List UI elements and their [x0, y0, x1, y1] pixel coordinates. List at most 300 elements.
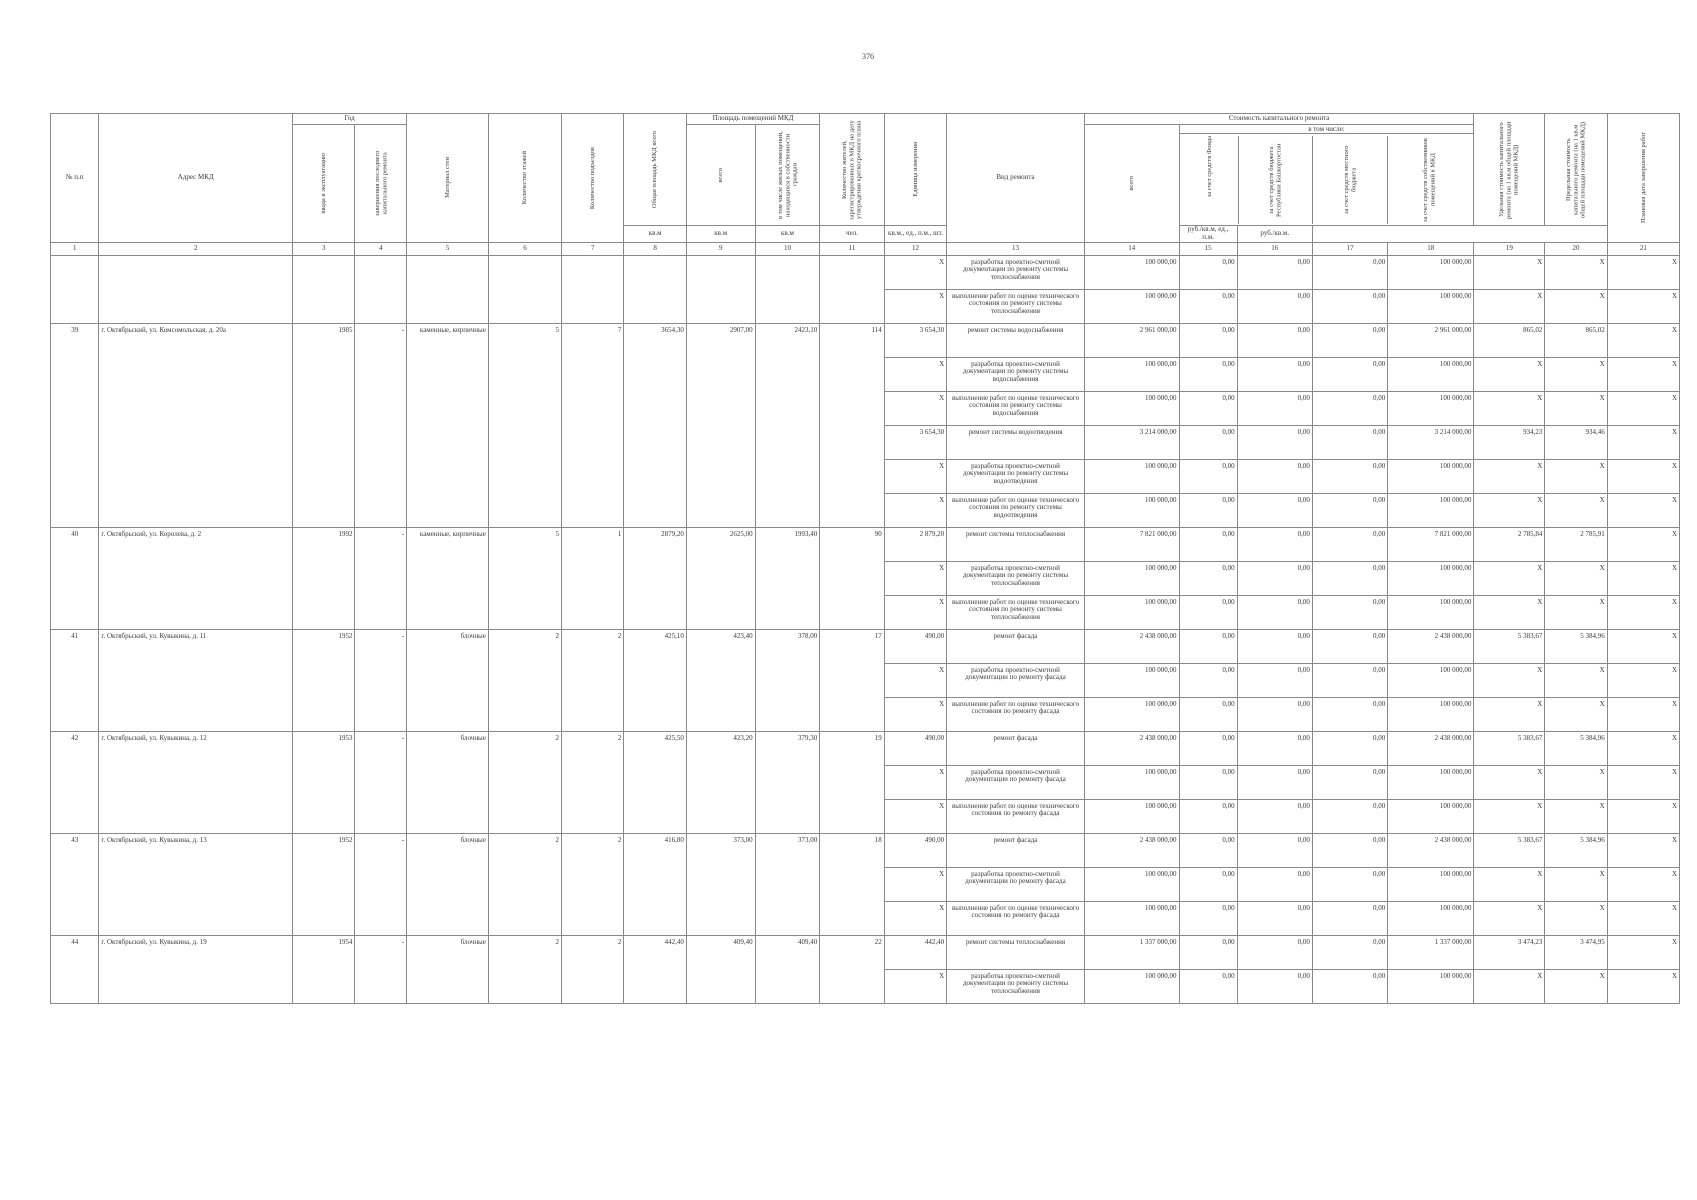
- column-number-12: 12: [884, 242, 946, 255]
- unit-10: кв.м: [755, 226, 820, 243]
- cost-republic: 0,00: [1237, 323, 1312, 357]
- area-private: 373,00: [755, 833, 820, 935]
- column-number-5: 5: [407, 242, 489, 255]
- cost-local: 0,00: [1312, 765, 1387, 799]
- column-numbers-row: [51, 242, 1680, 255]
- work-unit: X: [884, 255, 946, 289]
- limit-cost: X: [1545, 867, 1607, 901]
- floors: 5: [488, 323, 561, 527]
- column-number-7: 7: [562, 242, 624, 255]
- plan-date: X: [1607, 731, 1679, 765]
- cost-fund: 0,00: [1179, 901, 1237, 935]
- table-row: [51, 527, 1680, 561]
- wall-material: блочные: [407, 935, 489, 1003]
- plan-date: X: [1607, 357, 1679, 391]
- cost-fund: 0,00: [1179, 459, 1237, 493]
- cost-total: 100 000,00: [1084, 561, 1179, 595]
- header-residents: [820, 114, 885, 226]
- work-type: выполнение работ по оценке технического состояния по ремонту фасада: [947, 799, 1085, 833]
- cost-local: 0,00: [1312, 595, 1387, 629]
- total-area: 416,80: [624, 833, 686, 935]
- cost-owners: 2 438 000,00: [1388, 629, 1474, 663]
- header-floors-label: Количество этажей: [521, 151, 529, 205]
- entrances: 7: [562, 323, 624, 527]
- entrances: 1: [562, 527, 624, 629]
- header-plan-date: [1607, 114, 1679, 243]
- cost-total: 100 000,00: [1084, 969, 1179, 1003]
- house-address: г. Октябрьский, ул. Комсомольская, д. 20а: [99, 323, 293, 527]
- cost-fund: 0,00: [1179, 867, 1237, 901]
- column-number-11: 11: [820, 242, 885, 255]
- cost-total: 100 000,00: [1084, 357, 1179, 391]
- cost-total: 7 821 000,00: [1084, 527, 1179, 561]
- cost-owners: 100 000,00: [1388, 867, 1474, 901]
- header-residents-label: Количество жителей, зарегистрированных в МКД на дату утверждения краткосрочного плана: [841, 119, 863, 220]
- cost-total: 100 000,00: [1084, 255, 1179, 289]
- cost-total: 100 000,00: [1084, 765, 1179, 799]
- floors: 5: [488, 527, 561, 629]
- cost-owners: 100 000,00: [1388, 561, 1474, 595]
- commission-year: 1953: [293, 731, 355, 833]
- table-row: [51, 255, 1680, 289]
- header-number-label: № п.п: [65, 172, 84, 181]
- specific-cost: X: [1474, 799, 1545, 833]
- house-number: 42: [51, 731, 99, 833]
- plan-date: X: [1607, 697, 1679, 731]
- last-repair-year: -: [355, 833, 407, 935]
- cost-republic: 0,00: [1237, 391, 1312, 425]
- work-type: выполнение работ по оценке технического состояния по ремонту системы водоснабжения: [947, 391, 1085, 425]
- plan-date: X: [1607, 391, 1679, 425]
- empty-cell: [562, 255, 624, 323]
- total-area: 3654,30: [624, 323, 686, 527]
- column-number-3: 3: [293, 242, 355, 255]
- column-number-17: 17: [1312, 242, 1387, 255]
- table-body: [51, 255, 1680, 1003]
- total-area: 425,50: [624, 731, 686, 833]
- table-row: [51, 935, 1680, 969]
- cost-owners: 100 000,00: [1388, 697, 1474, 731]
- cost-total: 100 000,00: [1084, 799, 1179, 833]
- header-limit-cost-label: Предельная стоимость капитального ремонта (на 1 кв.м общей площади помещений МКД): [1565, 121, 1587, 218]
- cost-owners: 100 000,00: [1388, 391, 1474, 425]
- cost-fund: 0,00: [1179, 663, 1237, 697]
- column-number-8: 8: [624, 242, 686, 255]
- empty-cell: [686, 255, 755, 323]
- cost-local: 0,00: [1312, 289, 1387, 323]
- header-year-group: Год: [293, 114, 407, 125]
- empty-cell: [407, 255, 489, 323]
- cost-total: 2 961 000,00: [1084, 323, 1179, 357]
- column-number-16: 16: [1237, 242, 1312, 255]
- cost-republic: 0,00: [1237, 425, 1312, 459]
- header-unit-label: Единица измерения: [911, 142, 919, 197]
- plan-date: X: [1607, 867, 1679, 901]
- column-number-1: 1: [51, 242, 99, 255]
- commission-year: 1985: [293, 323, 355, 527]
- work-unit: X: [884, 289, 946, 323]
- work-type: разработка проектно-сметной документации по ремонту системы водоотведения: [947, 459, 1085, 493]
- header-unit: [884, 114, 946, 226]
- specific-cost: X: [1474, 867, 1545, 901]
- header-last-repair-year: [355, 125, 407, 243]
- work-type: разработка проектно-сметной документации по ремонту фасада: [947, 663, 1085, 697]
- work-type: выполнение работ по оценке технического состояния по ремонту системы теплоснабжения: [947, 595, 1085, 629]
- column-number-4: 4: [355, 242, 407, 255]
- plan-date: X: [1607, 901, 1679, 935]
- cost-fund: 0,00: [1179, 935, 1237, 969]
- header-address: [99, 114, 293, 243]
- cost-owners: 100 000,00: [1388, 357, 1474, 391]
- table-row: [51, 731, 1680, 765]
- limit-cost: X: [1545, 493, 1607, 527]
- cost-local: 0,00: [1312, 629, 1387, 663]
- cost-republic: 0,00: [1237, 459, 1312, 493]
- work-type: выполнение работ по оценке технического состояния по ремонту фасада: [947, 901, 1085, 935]
- cost-total: 100 000,00: [1084, 391, 1179, 425]
- limit-cost: 5 384,96: [1545, 833, 1607, 867]
- wall-material: блочные: [407, 629, 489, 731]
- empty-cell: [488, 255, 561, 323]
- unit-11: чел.: [820, 226, 885, 243]
- cost-owners: 100 000,00: [1388, 799, 1474, 833]
- work-unit: X: [884, 765, 946, 799]
- cost-owners: 2 438 000,00: [1388, 833, 1474, 867]
- cost-owners: 100 000,00: [1388, 595, 1474, 629]
- limit-cost: X: [1545, 901, 1607, 935]
- limit-cost: X: [1545, 969, 1607, 1003]
- cost-fund: 0,00: [1179, 255, 1237, 289]
- specific-cost: 3 474,23: [1474, 935, 1545, 969]
- commission-year: 1952: [293, 833, 355, 935]
- work-unit: X: [884, 969, 946, 1003]
- header-local-budget-label: за счет средств местного бюджета: [1342, 146, 1357, 215]
- header-incl-columns: [1182, 136, 1472, 224]
- specific-cost: X: [1474, 289, 1545, 323]
- header-total-area: [624, 114, 686, 226]
- cost-local: 0,00: [1312, 833, 1387, 867]
- residents: 19: [820, 731, 885, 833]
- cost-local: 0,00: [1312, 561, 1387, 595]
- header-incl-group: [1179, 125, 1474, 226]
- area-private: 2423,10: [755, 323, 820, 527]
- header-entrances: [562, 114, 624, 243]
- work-type: ремонт системы теплоснабжения: [947, 527, 1085, 561]
- cost-republic: 0,00: [1237, 595, 1312, 629]
- work-unit: X: [884, 493, 946, 527]
- last-repair-year: -: [355, 935, 407, 1003]
- work-unit: 3 654,30: [884, 425, 946, 459]
- specific-cost: X: [1474, 391, 1545, 425]
- cost-fund: 0,00: [1179, 561, 1237, 595]
- cost-owners: 100 000,00: [1388, 969, 1474, 1003]
- limit-cost: X: [1545, 391, 1607, 425]
- floors: 2: [488, 629, 561, 731]
- cost-fund: 0,00: [1179, 799, 1237, 833]
- cost-local: 0,00: [1312, 391, 1387, 425]
- limit-cost: 5 384,96: [1545, 731, 1607, 765]
- plan-date: X: [1607, 459, 1679, 493]
- empty-cell: [355, 255, 407, 323]
- limit-cost: X: [1545, 663, 1607, 697]
- unit-19: руб./кв.м, ед., п.м.: [1179, 226, 1237, 243]
- work-unit: X: [884, 595, 946, 629]
- table-row: [51, 323, 1680, 357]
- cost-republic: 0,00: [1237, 867, 1312, 901]
- empty-cell: [624, 255, 686, 323]
- work-unit: X: [884, 697, 946, 731]
- house-number: 41: [51, 629, 99, 731]
- work-unit: 3 654,30: [884, 323, 946, 357]
- cost-republic: 0,00: [1237, 561, 1312, 595]
- floors: 2: [488, 935, 561, 1003]
- column-number-21: 21: [1607, 242, 1679, 255]
- plan-date: X: [1607, 799, 1679, 833]
- house-number: 44: [51, 935, 99, 1003]
- cost-total: 3 214 000,00: [1084, 425, 1179, 459]
- column-number-2: 2: [99, 242, 293, 255]
- cost-owners: 3 214 000,00: [1388, 425, 1474, 459]
- limit-cost: X: [1545, 799, 1607, 833]
- column-number-10: 10: [755, 242, 820, 255]
- column-number-18: 18: [1388, 242, 1474, 255]
- column-number-9: 9: [686, 242, 755, 255]
- cost-owners: 100 000,00: [1388, 289, 1474, 323]
- floors: 2: [488, 731, 561, 833]
- unit-9: кв.м: [686, 226, 755, 243]
- cost-fund: 0,00: [1179, 697, 1237, 731]
- total-area: 2879,20: [624, 527, 686, 629]
- header-fund-label: за счет средств Фонда: [1206, 136, 1214, 198]
- work-type: выполнение работ по оценке технического состояния по ремонту системы водоотведения: [947, 493, 1085, 527]
- header-number: [51, 114, 99, 243]
- header-limit-cost: [1545, 114, 1607, 226]
- column-number-6: 6: [488, 242, 561, 255]
- specific-cost: X: [1474, 901, 1545, 935]
- work-type: выполнение работ по оценке технического состояния по ремонту системы теплоснабжения: [947, 289, 1085, 323]
- work-type: разработка проектно-сметной документации по ремонту фасада: [947, 765, 1085, 799]
- house-number: 40: [51, 527, 99, 629]
- plan-date: X: [1607, 663, 1679, 697]
- cost-local: 0,00: [1312, 357, 1387, 391]
- residents: 17: [820, 629, 885, 731]
- area-total: 373,00: [686, 833, 755, 935]
- header-fund: [1182, 136, 1240, 224]
- header-address-label: Адрес МКД: [177, 172, 214, 181]
- work-unit: 490,00: [884, 629, 946, 663]
- empty-cell: [293, 255, 355, 323]
- empty-cell: [820, 255, 885, 323]
- cost-republic: 0,00: [1237, 527, 1312, 561]
- cost-republic: 0,00: [1237, 799, 1312, 833]
- cost-total: 2 438 000,00: [1084, 731, 1179, 765]
- cost-local: 0,00: [1312, 425, 1387, 459]
- cost-total: 100 000,00: [1084, 493, 1179, 527]
- cost-fund: 0,00: [1179, 391, 1237, 425]
- empty-cell: [51, 255, 99, 323]
- house-address: г. Октябрьский, ул. Кувыкина, д. 13: [99, 833, 293, 935]
- plan-date: X: [1607, 595, 1679, 629]
- capital-repair-table: [50, 113, 1680, 1004]
- cost-total: 100 000,00: [1084, 697, 1179, 731]
- specific-cost: 2 785,84: [1474, 527, 1545, 561]
- house-number: 43: [51, 833, 99, 935]
- limit-cost: 3 474,95: [1545, 935, 1607, 969]
- area-total: 423,40: [686, 629, 755, 731]
- header-incl-group-label: в том числе:: [1180, 126, 1474, 135]
- specific-cost: X: [1474, 357, 1545, 391]
- plan-date: X: [1607, 425, 1679, 459]
- work-type: разработка проектно-сметной документации по ремонту фасада: [947, 867, 1085, 901]
- area-total: 409,40: [686, 935, 755, 1003]
- specific-cost: 5 383,67: [1474, 629, 1545, 663]
- specific-cost: 865,02: [1474, 323, 1545, 357]
- commission-year: 1954: [293, 935, 355, 1003]
- unit-12: кв.м., ед., п.м., шт.: [884, 226, 946, 243]
- area-total: 2625,00: [686, 527, 755, 629]
- last-repair-year: -: [355, 323, 407, 527]
- cost-republic: 0,00: [1237, 493, 1312, 527]
- plan-date: X: [1607, 527, 1679, 561]
- work-type: разработка проектно-сметной документации по ремонту системы теплоснабжения: [947, 255, 1085, 289]
- cost-republic: 0,00: [1237, 255, 1312, 289]
- wall-material: блочные: [407, 833, 489, 935]
- entrances: 2: [562, 935, 624, 1003]
- limit-cost: X: [1545, 459, 1607, 493]
- wall-material: блочные: [407, 731, 489, 833]
- work-type: ремонт фасада: [947, 731, 1085, 765]
- work-type: ремонт фасада: [947, 629, 1085, 663]
- page-number: 376: [862, 52, 874, 61]
- header-local-budget: [1313, 136, 1387, 224]
- unit-8: кв.м: [624, 226, 686, 243]
- cost-total: 100 000,00: [1084, 901, 1179, 935]
- residents: 22: [820, 935, 885, 1003]
- cost-total: 100 000,00: [1084, 289, 1179, 323]
- limit-cost: X: [1545, 595, 1607, 629]
- work-type: выполнение работ по оценке технического состояния по ремонту фасада: [947, 697, 1085, 731]
- limit-cost: X: [1545, 289, 1607, 323]
- cost-fund: 0,00: [1179, 765, 1237, 799]
- specific-cost: X: [1474, 595, 1545, 629]
- limit-cost: X: [1545, 357, 1607, 391]
- work-unit: X: [884, 561, 946, 595]
- cost-local: 0,00: [1312, 493, 1387, 527]
- total-area: 442,40: [624, 935, 686, 1003]
- table-header: [51, 114, 1680, 256]
- cost-fund: 0,00: [1179, 493, 1237, 527]
- residents: 90: [820, 527, 885, 629]
- cost-owners: 1 337 000,00: [1388, 935, 1474, 969]
- work-unit: X: [884, 357, 946, 391]
- commission-year: 1952: [293, 629, 355, 731]
- cost-republic: 0,00: [1237, 901, 1312, 935]
- header-cost-group: Стоимость капитального ремонта: [1084, 114, 1473, 125]
- cost-local: 0,00: [1312, 901, 1387, 935]
- plan-date: X: [1607, 629, 1679, 663]
- cost-owners: 2 438 000,00: [1388, 731, 1474, 765]
- header-specific-cost-label: Удельная стоимость капитального ремонта (на 1 кв.м общей площади помещений МКД): [1498, 120, 1520, 219]
- empty-cell: [755, 255, 820, 323]
- work-type: разработка проектно-сметной документации по ремонту системы теплоснабжения: [947, 969, 1085, 1003]
- cost-fund: 0,00: [1179, 357, 1237, 391]
- specific-cost: X: [1474, 493, 1545, 527]
- column-number-19: 19: [1474, 242, 1545, 255]
- area-private: 378,00: [755, 629, 820, 731]
- column-number-13: 13: [947, 242, 1085, 255]
- cost-local: 0,00: [1312, 731, 1387, 765]
- specific-cost: X: [1474, 459, 1545, 493]
- work-type: разработка проектно-сметной документации по ремонту системы водоснабжения: [947, 357, 1085, 391]
- cost-fund: 0,00: [1179, 595, 1237, 629]
- area-private: 409,40: [755, 935, 820, 1003]
- header-work-type: [947, 114, 1085, 243]
- entrances: 2: [562, 833, 624, 935]
- cost-republic: 0,00: [1237, 765, 1312, 799]
- cost-fund: 0,00: [1179, 289, 1237, 323]
- header-last-repair-year-label: завершения последнего капитального ремонта: [373, 150, 388, 216]
- last-repair-year: -: [355, 629, 407, 731]
- entrances: 2: [562, 731, 624, 833]
- cost-local: 0,00: [1312, 459, 1387, 493]
- header-wall-material: [407, 114, 489, 243]
- cost-owners: 100 000,00: [1388, 459, 1474, 493]
- cost-republic: 0,00: [1237, 357, 1312, 391]
- cost-republic: 0,00: [1237, 663, 1312, 697]
- header-republic-budget: [1239, 136, 1313, 224]
- limit-cost: X: [1545, 765, 1607, 799]
- cost-owners: 100 000,00: [1388, 493, 1474, 527]
- specific-cost: X: [1474, 697, 1545, 731]
- cost-total: 2 438 000,00: [1084, 833, 1179, 867]
- cost-fund: 0,00: [1179, 323, 1237, 357]
- column-number-20: 20: [1545, 242, 1607, 255]
- plan-date: X: [1607, 561, 1679, 595]
- cost-fund: 0,00: [1179, 527, 1237, 561]
- header-specific-cost: [1474, 114, 1545, 226]
- plan-date: X: [1607, 833, 1679, 867]
- work-type: ремонт системы теплоснабжения: [947, 935, 1085, 969]
- specific-cost: X: [1474, 255, 1545, 289]
- wall-material: каменные, кирпичные: [407, 323, 489, 527]
- cost-local: 0,00: [1312, 323, 1387, 357]
- specific-cost: X: [1474, 561, 1545, 595]
- work-unit: X: [884, 867, 946, 901]
- last-repair-year: -: [355, 527, 407, 629]
- area-total: 2907,00: [686, 323, 755, 527]
- cost-owners: 2 961 000,00: [1388, 323, 1474, 357]
- work-type: разработка проектно-сметной документации по ремонту системы теплоснабжения: [947, 561, 1085, 595]
- limit-cost: X: [1545, 255, 1607, 289]
- empty-cell: [99, 255, 293, 323]
- house-address: г. Октябрьский, ул. Кувыкина, д. 12: [99, 731, 293, 833]
- cost-total: 1 337 000,00: [1084, 935, 1179, 969]
- cost-republic: 0,00: [1237, 731, 1312, 765]
- plan-date: X: [1607, 323, 1679, 357]
- cost-republic: 0,00: [1237, 289, 1312, 323]
- last-repair-year: -: [355, 731, 407, 833]
- cost-fund: 0,00: [1179, 425, 1237, 459]
- plan-date: X: [1607, 765, 1679, 799]
- work-unit: 490,00: [884, 731, 946, 765]
- total-area: 425,10: [624, 629, 686, 731]
- specific-cost: 5 383,67: [1474, 833, 1545, 867]
- header-cost-total: [1084, 125, 1179, 243]
- cost-republic: 0,00: [1237, 833, 1312, 867]
- house-number: 39: [51, 323, 99, 527]
- limit-cost: 5 384,96: [1545, 629, 1607, 663]
- header-plan-date-label: Плановая дата завершения работ: [1639, 132, 1647, 224]
